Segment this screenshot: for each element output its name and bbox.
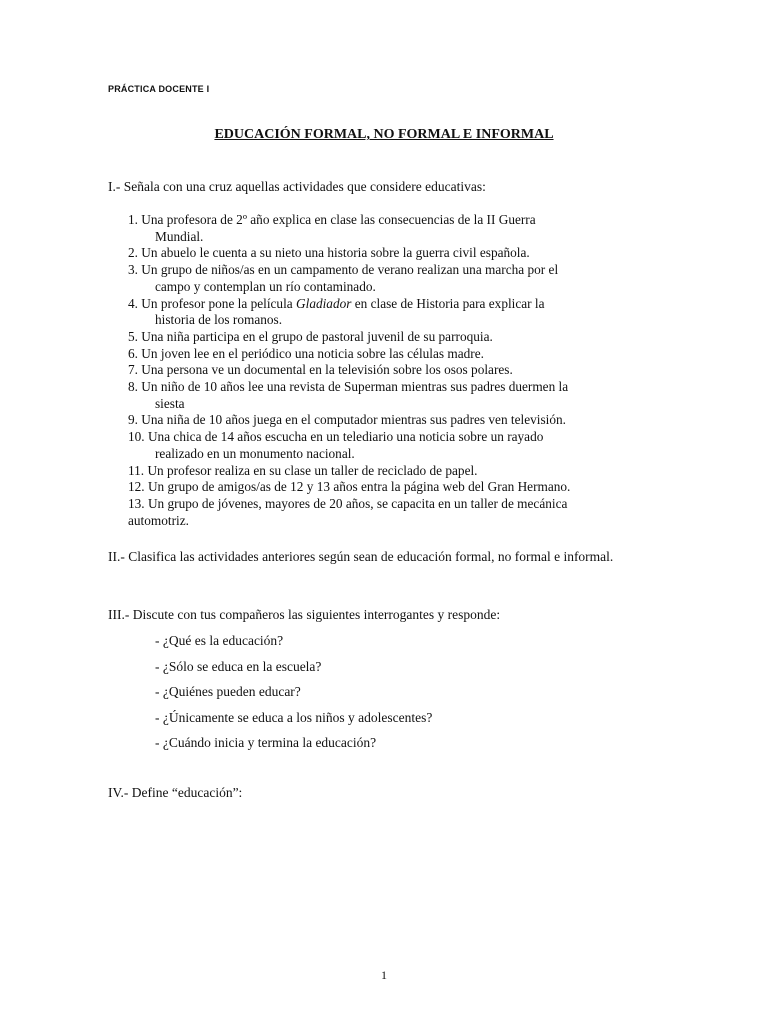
section-4-heading: IV.- Define “educación”: <box>108 785 243 800</box>
list-item <box>108 212 660 245</box>
list-item-text: 11. Un profesor realiza en su clase un taller de reciclado de papel. <box>128 462 478 478</box>
list-item-continuation: realizado en un monumento nacional. <box>155 445 355 461</box>
film-title: Gladiador <box>296 295 352 311</box>
question-item: - ¿Cuándo inicia y termina la educación? <box>155 735 377 750</box>
question-item: - ¿Sólo se educa en la escuela? <box>155 658 322 674</box>
list-item <box>108 479 660 496</box>
list-item-text: 10. Una chica de 14 años escucha en un telediario una noticia sobre un rayado <box>128 429 544 445</box>
list-item-text <box>108 296 660 313</box>
course-label: PRÁCTICA DOCENTE I <box>108 84 210 94</box>
document-title: EDUCACIÓN FORMAL, NO FORMAL E INFORMAL <box>214 127 554 142</box>
list-item-text-part: en clase de Historia para explicar la <box>351 295 545 311</box>
activities-list <box>108 212 660 529</box>
list-item <box>108 379 660 412</box>
list-item <box>108 346 660 363</box>
list-item-continuation: historia de los romanos. <box>155 312 283 328</box>
list-item <box>108 329 660 346</box>
list-item-text: 3. Un grupo de niños/as en un campamento de verano realizan una marcha por el <box>128 262 559 278</box>
list-item <box>108 496 660 529</box>
list-item-text: 5. Una niña participa en el grupo de pastoral juvenil de su parroquia. <box>128 328 493 344</box>
section-2-text: II.- Clasifica las actividades anteriores según sean de educación formal, no formal e informal. <box>108 549 614 564</box>
list-item-text: 13. Un grupo de jóvenes, mayores de 20 años, se capacita en un taller de mecánica <box>128 495 568 511</box>
section-3-heading: III.- Discute con tus compañeros las siguientes interrogantes y responde: <box>108 607 501 622</box>
list-item-text: 7. Una persona ve un documental en la televisión sobre los osos polares. <box>128 362 513 378</box>
list-item-continuation: Mundial. <box>155 228 204 244</box>
list-item-text: 12. Un grupo de amigos/as de 12 y 13 años entra la página web del Gran Hermano. <box>128 479 571 495</box>
page-number: 1 <box>381 968 387 982</box>
list-item-text: 6. Un joven lee en el periódico una noticia sobre las células madre. <box>128 345 484 361</box>
list-item <box>108 296 660 329</box>
list-item-text: 9. Una niña de 10 años juega en el computador mientras sus padres ven televisión. <box>128 412 566 428</box>
list-item <box>108 429 660 462</box>
question-item: - ¿Únicamente se educa a los niños y adolescentes? <box>155 709 433 725</box>
question-item: - ¿Quiénes pueden educar? <box>155 684 301 699</box>
list-item-continuation: automotriz. <box>128 512 189 528</box>
list-item-continuation: campo y contemplan un río contaminado. <box>155 278 376 294</box>
list-item <box>108 262 660 295</box>
list-item-text: 1. Una profesora de 2º año explica en clase las consecuencias de la II Guerra <box>128 212 536 227</box>
list-item <box>108 412 660 429</box>
questions-list <box>155 632 432 760</box>
list-item-text: 8. Un niño de 10 años lee una revista de Superman mientras sus padres duermen la <box>128 379 569 395</box>
list-item-text: 2. Un abuelo le cuenta a su nieto una historia sobre la guerra civil española. <box>128 245 530 261</box>
list-item <box>108 463 660 480</box>
list-item <box>108 245 660 262</box>
list-item <box>108 362 660 379</box>
section-1-heading: I.- Señala con una cruz aquellas actividades que considere educativas: <box>108 179 486 194</box>
question-item: - ¿Qué es la educación? <box>155 633 284 648</box>
list-item-continuation: siesta <box>155 395 185 411</box>
list-item-text-part: 4. Un profesor pone la película <box>128 295 297 311</box>
